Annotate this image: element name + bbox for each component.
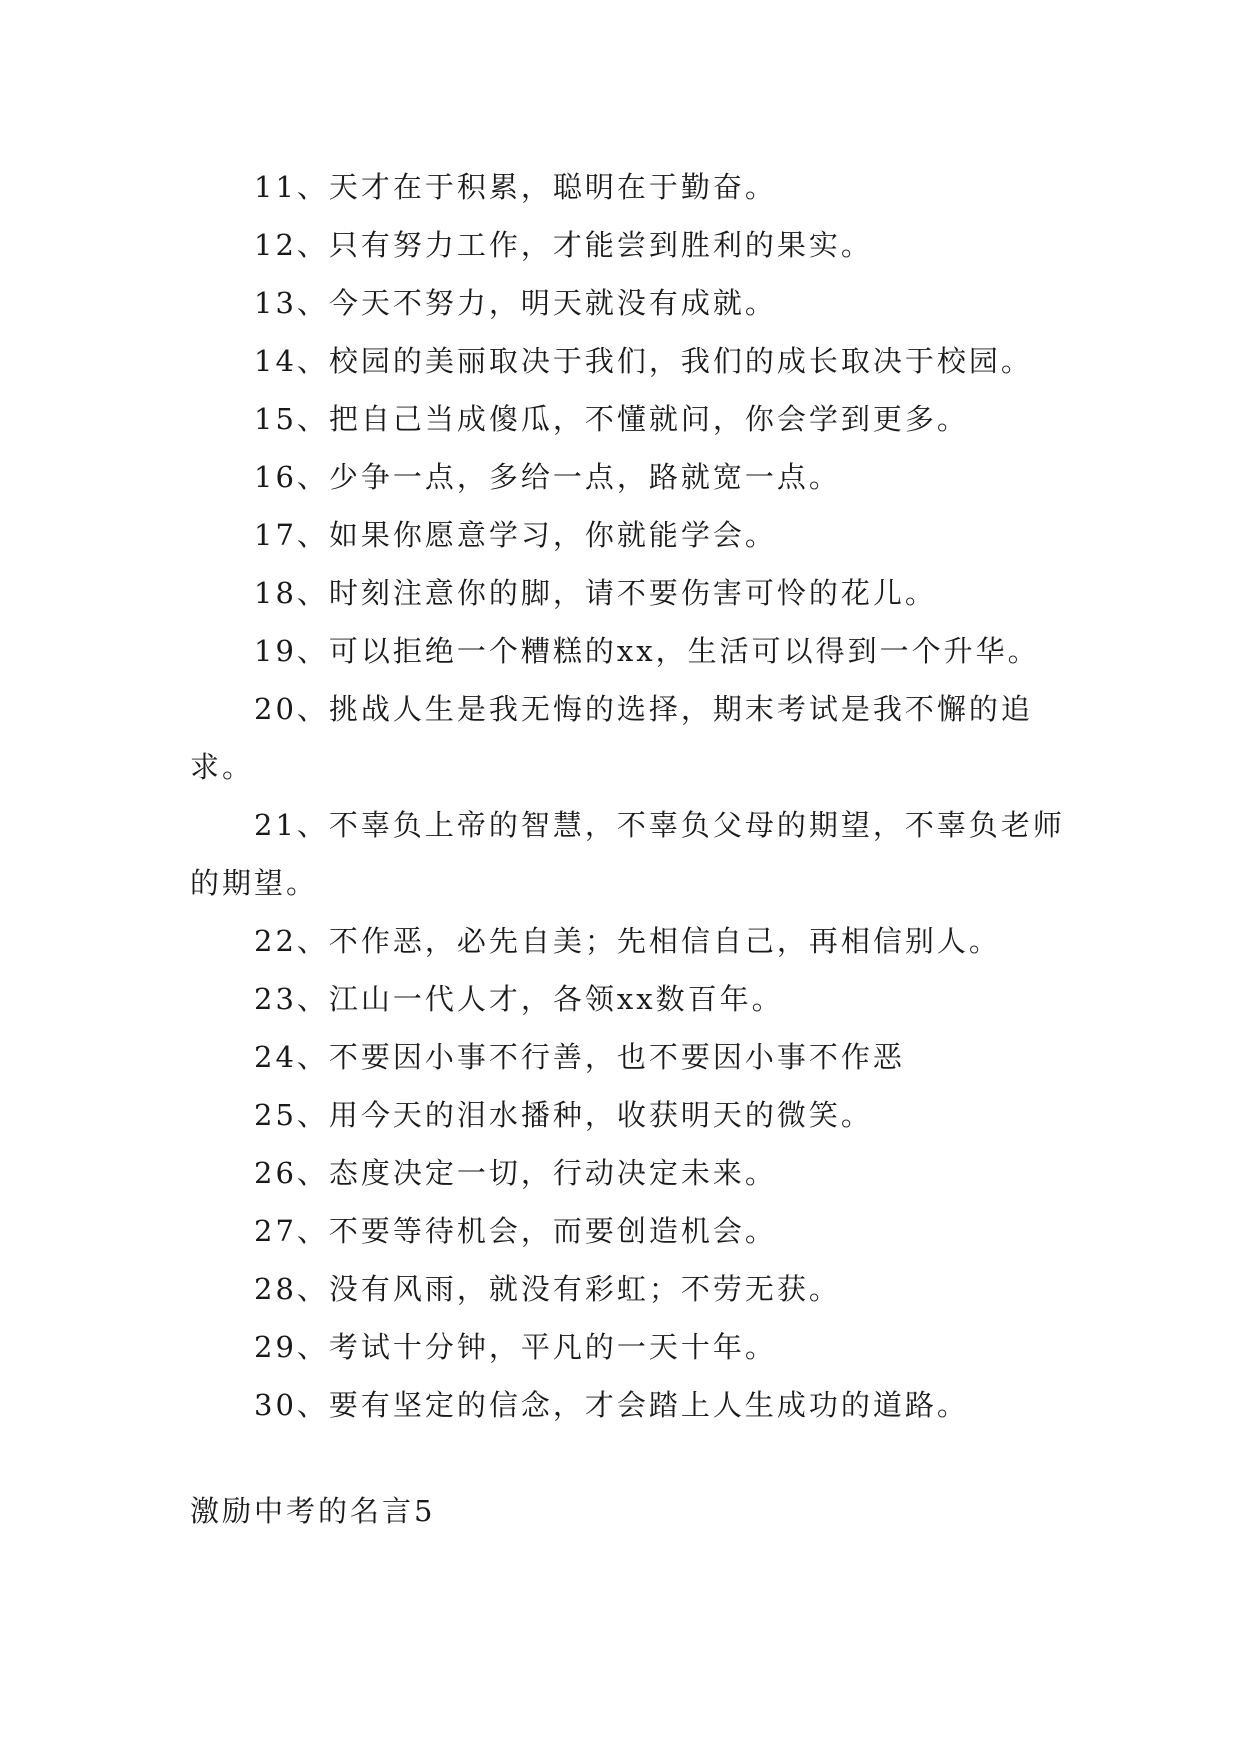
quote-item: 22、不作恶，必先自美；先相信自己，再相信别人。 — [254, 924, 1001, 958]
quote-item: 20、挑战人生是我无悔的选择，期末考试是我不懈的追求。 — [190, 692, 1033, 784]
quote-item: 29、考试十分钟，平凡的一天十年。 — [254, 1330, 777, 1364]
quote-item: 13、今天不努力，明天就没有成就。 — [254, 286, 777, 320]
quote-item: 28、没有风雨，就没有彩虹；不劳无获。 — [254, 1272, 841, 1306]
quote-item: 14、校园的美丽取决于我们，我们的成长取决于校园。 — [254, 344, 1033, 378]
quote-item: 12、只有努力工作，才能尝到胜利的果实。 — [254, 228, 873, 262]
quote-list — [190, 158, 1070, 1434]
quote-item: 17、如果你愿意学习，你就能学会。 — [254, 518, 777, 552]
quote-item: 27、不要等待机会，而要创造机会。 — [254, 1214, 777, 1248]
quote-item: 30、要有坚定的信念，才会踏上人生成功的道路。 — [254, 1388, 969, 1422]
quote-item: 16、少争一点，多给一点，路就宽一点。 — [254, 460, 841, 494]
quote-item: 23、江山一代人才，各领xx数百年。 — [254, 982, 784, 1016]
quote-item: 19、可以拒绝一个糟糕的xx，生活可以得到一个升华。 — [254, 634, 1040, 668]
quote-item: 24、不要因小事不行善，也不要因小事不作恶 — [254, 1040, 905, 1074]
quote-item: 21、不辜负上帝的智慧，不辜负父母的期望，不辜负老师的期望。 — [190, 808, 1065, 900]
section-heading: 激励中考的名言5 — [190, 1494, 436, 1528]
quote-item: 25、用今天的泪水播种，收获明天的微笑。 — [254, 1098, 873, 1132]
quote-item: 11、天才在于积累，聪明在于勤奋。 — [254, 170, 777, 204]
quote-item: 26、态度决定一切，行动决定未来。 — [254, 1156, 777, 1190]
quote-item: 15、把自己当成傻瓜，不懂就问，你会学到更多。 — [254, 402, 969, 436]
quote-item: 18、时刻注意你的脚，请不要伤害可怜的花儿。 — [254, 576, 937, 610]
